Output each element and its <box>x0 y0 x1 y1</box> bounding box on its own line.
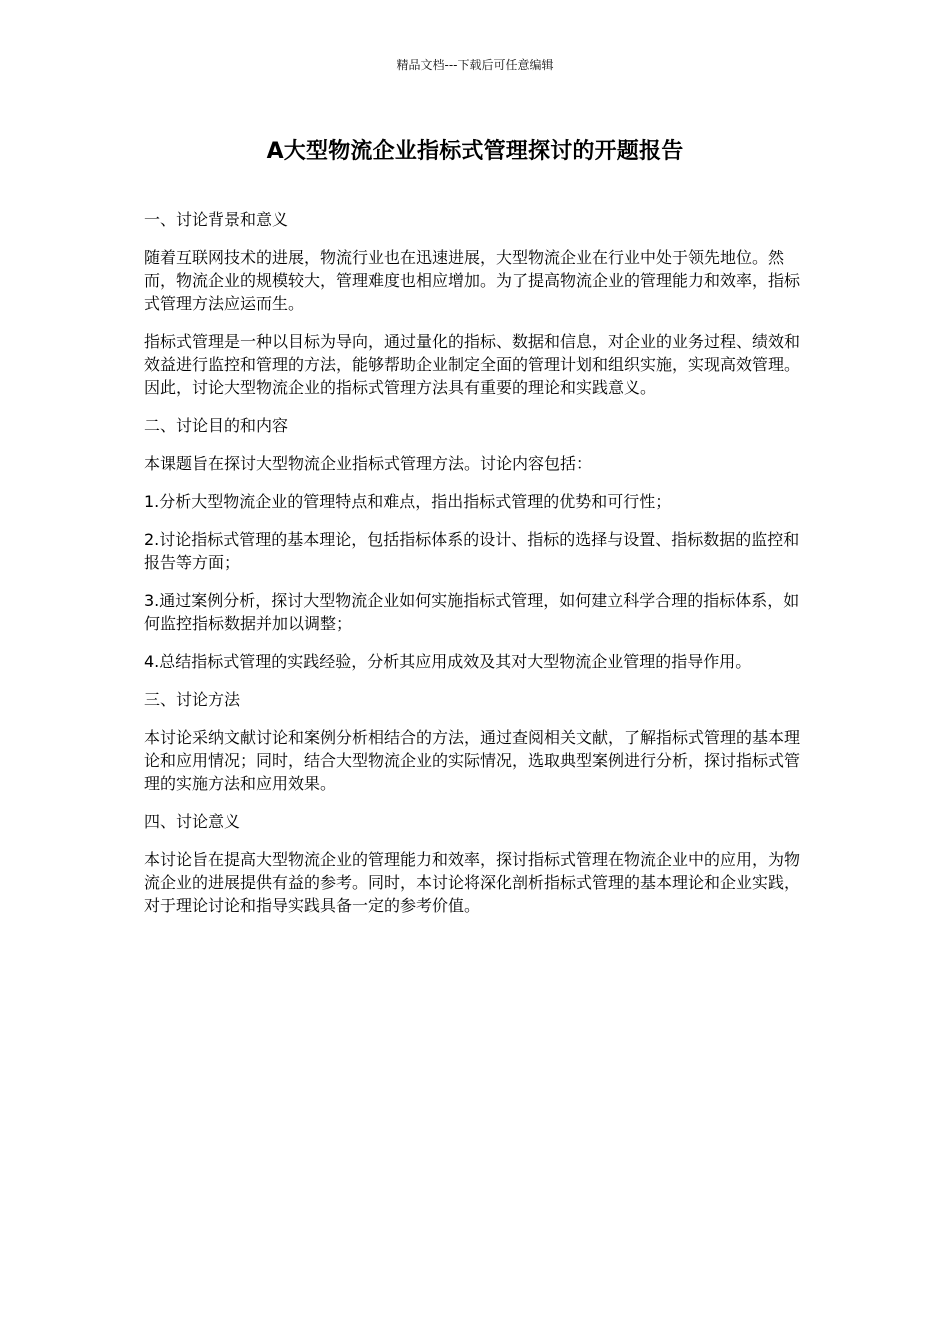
paragraph-purpose-item-4: 4.总结指标式管理的实践经验，分析其应用成效及其对大型物流企业管理的指导作用。 <box>144 652 752 671</box>
paragraph-purpose-intro: 本课题旨在探讨大型物流企业指标式管理方法。讨论内容包括： <box>144 454 593 473</box>
section-heading-method: 三、讨论方法 <box>144 690 241 709</box>
paragraph-purpose-item-3: 3.通过案例分析，探讨大型物流企业如何实施指标式管理，如何建立科学合理的指标体系，如何监控指标数据并加以调整； <box>144 591 800 633</box>
page-header: 精品文档---下载后可任意编辑 <box>396 58 554 72</box>
paragraph-background-2: 指标式管理是一种以目标为导向，通过量化的指标、数据和信息，对企业的业务过程、绩效和效益进行监控和管理的方法，能够帮助企业制定全面的管理计划和组织实施，实现高效管理。因此，讨论大型物流企业的指标式管理方法具有重要的理论和实践意义。 <box>144 332 801 397</box>
section-heading-background: 一、讨论背景和意义 <box>144 210 289 229</box>
paragraph-background-1: 随着互联网技术的进展，物流行业也在迅速进展，大型物流企业在行业中处于领先地位。然而，物流企业的规模较大，管理难度也相应增加。为了提高物流企业的管理能力和效率，指标式管理方法应运而生。 <box>144 248 801 313</box>
paragraph-purpose-item-1: 1.分析大型物流企业的管理特点和难点，指出指标式管理的优势和可行性； <box>144 492 672 511</box>
document-title: A大型物流企业指标式管理探讨的开题报告 <box>266 139 684 164</box>
section-heading-significance: 四、讨论意义 <box>144 812 241 831</box>
document-body <box>144 208 808 932</box>
paragraph-purpose-item-2: 2.讨论指标式管理的基本理论，包括指标体系的设计、指标的选择与设置、指标数据的监控和报告等方面； <box>144 530 800 572</box>
paragraph-significance: 本讨论旨在提高大型物流企业的管理能力和效率，探讨指标式管理在物流企业中的应用，为物流企业的进展提供有益的参考。同时，本讨论将深化剖析指标式管理的基本理论和企业实践，对于理论讨论和指导实践具备一定的参考价值。 <box>144 850 801 915</box>
section-heading-purpose: 二、讨论目的和内容 <box>144 416 289 435</box>
paragraph-method: 本讨论采纳文献讨论和案例分析相结合的方法，通过查阅相关文献，了解指标式管理的基本理论和应用情况；同时，结合大型物流企业的实际情况，选取典型案例进行分析，探讨指标式管理的实施方法和应用效果。 <box>144 728 801 793</box>
